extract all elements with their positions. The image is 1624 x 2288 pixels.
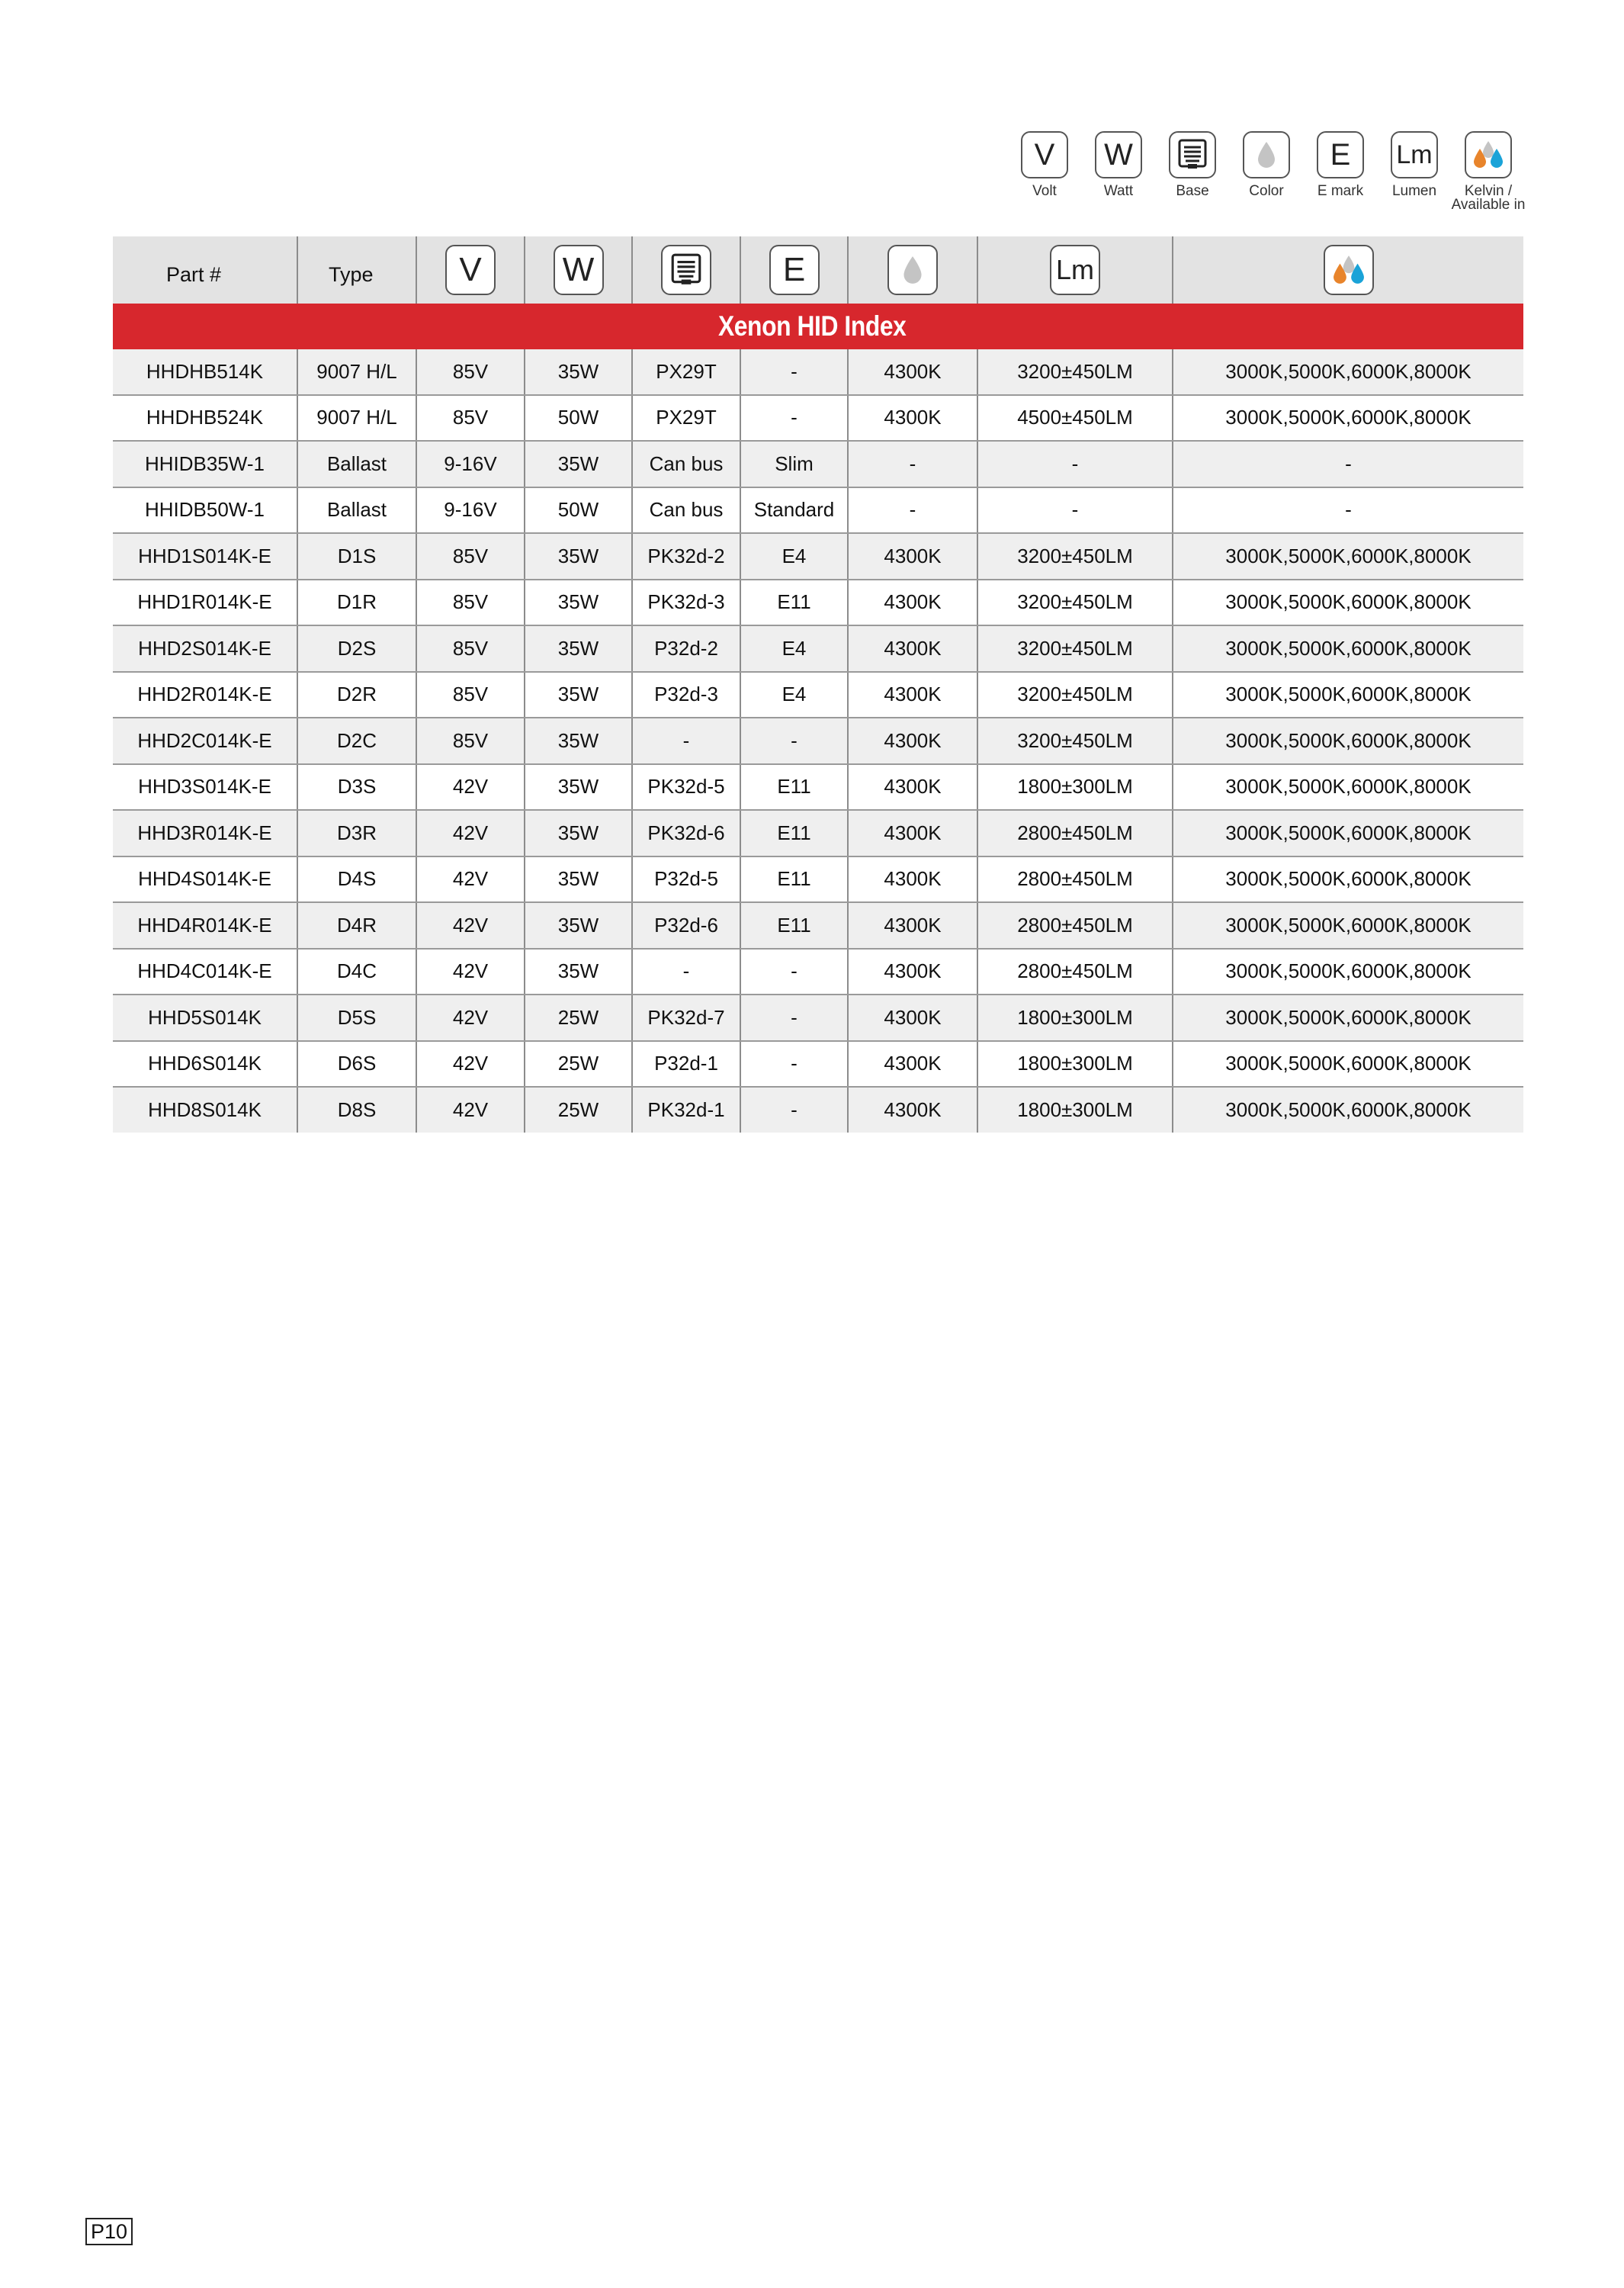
cell-kelvin: 3000K,5000K,6000K,8000K	[1173, 395, 1523, 442]
cell-kelvin: 3000K,5000K,6000K,8000K	[1173, 949, 1523, 995]
page-number: P10	[85, 2218, 133, 2245]
legend-lumen-label: Lumen	[1391, 183, 1437, 199]
legend-kelvin-label-line2: Available in	[1451, 197, 1526, 213]
legend-emark	[1302, 131, 1378, 198]
cell-color: 4300K	[848, 718, 977, 764]
cell-watt: 35W	[525, 856, 632, 903]
header-row	[113, 236, 1523, 304]
table-row	[113, 718, 1523, 764]
cell-color: 4300K	[848, 856, 977, 903]
cell-kelvin: 3000K,5000K,6000K,8000K	[1173, 718, 1523, 764]
cell-color: -	[848, 487, 977, 534]
cell-base: PX29T	[632, 395, 740, 442]
cell-part-number: HHDHB524K	[113, 395, 297, 442]
icon-legend	[1006, 131, 1540, 230]
cell-kelvin: 3000K,5000K,6000K,8000K	[1173, 533, 1523, 580]
cell-watt: 50W	[525, 487, 632, 534]
cell-volt: 42V	[416, 1087, 525, 1133]
cell-lumen: 3200±450LM	[977, 533, 1173, 580]
cell-lumen: 1800±300LM	[977, 1041, 1173, 1088]
cell-lumen: 2800±450LM	[977, 810, 1173, 856]
watt-icon: W	[554, 245, 604, 295]
cell-volt: 85V	[416, 580, 525, 626]
cell-volt: 42V	[416, 810, 525, 856]
cell-lumen: 3200±450LM	[977, 349, 1173, 395]
xenon-hid-table	[113, 236, 1523, 1133]
cell-color: -	[848, 441, 977, 487]
cell-volt: 85V	[416, 349, 525, 395]
cell-type: Ballast	[297, 487, 416, 534]
cell-color: 4300K	[848, 949, 977, 995]
cell-volt: 42V	[416, 856, 525, 903]
header-watt	[525, 236, 632, 304]
cell-lumen: 1800±300LM	[977, 764, 1173, 811]
lumen-icon: Lm	[1050, 245, 1100, 295]
cell-kelvin: 3000K,5000K,6000K,8000K	[1173, 349, 1523, 395]
cell-type: D4S	[297, 856, 416, 903]
cell-base: PK32d-7	[632, 995, 740, 1041]
cell-part-number: HHIDB35W-1	[113, 441, 297, 487]
table-row	[113, 995, 1523, 1041]
cell-volt: 42V	[416, 1041, 525, 1088]
cell-part-number: HHIDB50W-1	[113, 487, 297, 534]
cell-color: 4300K	[848, 1087, 977, 1133]
cell-watt: 35W	[525, 349, 632, 395]
cell-color: 4300K	[848, 995, 977, 1041]
cell-watt: 35W	[525, 533, 632, 580]
cell-part-number: HHD4S014K-E	[113, 856, 297, 903]
cell-emark: -	[740, 1087, 848, 1133]
table-row	[113, 1041, 1523, 1088]
cell-base: -	[632, 949, 740, 995]
cell-type: 9007 H/L	[297, 349, 416, 395]
cell-emark: -	[740, 395, 848, 442]
cell-watt: 35W	[525, 949, 632, 995]
cell-emark: E11	[740, 764, 848, 811]
cell-emark: E11	[740, 810, 848, 856]
cell-part-number: HHD1R014K-E	[113, 580, 297, 626]
cell-base: PK32d-2	[632, 533, 740, 580]
cell-type: D2S	[297, 625, 416, 672]
cell-volt: 85V	[416, 625, 525, 672]
cell-type: D2R	[297, 672, 416, 718]
volt-icon: V	[1021, 131, 1068, 178]
bulb-base-icon	[1169, 131, 1216, 178]
legend-kelvin	[1450, 131, 1526, 212]
legend-color	[1228, 131, 1305, 198]
cell-part-number: HHD2S014K-E	[113, 625, 297, 672]
cell-part-number: HHD8S014K	[113, 1087, 297, 1133]
cell-type: D1S	[297, 533, 416, 580]
table-row	[113, 625, 1523, 672]
cell-volt: 42V	[416, 764, 525, 811]
cell-part-number: HHD2R014K-E	[113, 672, 297, 718]
header-volt	[416, 236, 525, 304]
cell-part-number: HHD6S014K	[113, 1041, 297, 1088]
cell-emark: -	[740, 949, 848, 995]
legend-volt-label: Volt	[1032, 183, 1057, 199]
header-color	[848, 236, 977, 304]
cell-watt: 35W	[525, 625, 632, 672]
table-row	[113, 533, 1523, 580]
section-title-row	[113, 304, 1523, 349]
cell-lumen: 1800±300LM	[977, 995, 1173, 1041]
header-base	[632, 236, 740, 304]
cell-emark: Slim	[740, 441, 848, 487]
cell-watt: 25W	[525, 1087, 632, 1133]
cell-color: 4300K	[848, 1041, 977, 1088]
table-row	[113, 764, 1523, 811]
cell-emark: E4	[740, 533, 848, 580]
cell-part-number: HHD3S014K-E	[113, 764, 297, 811]
volt-icon: V	[445, 245, 496, 295]
legend-watt	[1080, 131, 1157, 198]
cell-volt: 85V	[416, 533, 525, 580]
cell-emark: -	[740, 349, 848, 395]
table-row	[113, 395, 1523, 442]
cell-lumen: 3200±450LM	[977, 580, 1173, 626]
cell-part-number: HHD4C014K-E	[113, 949, 297, 995]
cell-color: 4300K	[848, 533, 977, 580]
cell-kelvin: 3000K,5000K,6000K,8000K	[1173, 1041, 1523, 1088]
cell-watt: 50W	[525, 395, 632, 442]
cell-volt: 42V	[416, 902, 525, 949]
cell-lumen: -	[977, 487, 1173, 534]
table-row	[113, 902, 1523, 949]
cell-watt: 35W	[525, 810, 632, 856]
table-row	[113, 856, 1523, 903]
cell-watt: 25W	[525, 995, 632, 1041]
cell-kelvin: 3000K,5000K,6000K,8000K	[1173, 580, 1523, 626]
watt-icon: W	[1095, 131, 1142, 178]
cell-kelvin: 3000K,5000K,6000K,8000K	[1173, 902, 1523, 949]
cell-color: 4300K	[848, 764, 977, 811]
cell-type: Ballast	[297, 441, 416, 487]
cell-lumen: 2800±450LM	[977, 902, 1173, 949]
cell-part-number: HHD1S014K-E	[113, 533, 297, 580]
cell-volt: 85V	[416, 718, 525, 764]
cell-base: Can bus	[632, 441, 740, 487]
table-row	[113, 349, 1523, 395]
table-row	[113, 810, 1523, 856]
cell-base: P32d-2	[632, 625, 740, 672]
legend-kelvin-label-line1: Kelvin /	[1464, 183, 1513, 199]
cell-type: D4R	[297, 902, 416, 949]
table-row	[113, 949, 1523, 995]
cell-base: P32d-1	[632, 1041, 740, 1088]
bulb-base-icon	[661, 245, 711, 295]
cell-emark: E4	[740, 625, 848, 672]
cell-base: PK32d-1	[632, 1087, 740, 1133]
cell-color: 4300K	[848, 580, 977, 626]
multi-drop-icon	[1465, 131, 1512, 178]
lumen-icon: Lm	[1391, 131, 1438, 178]
cell-watt: 35W	[525, 672, 632, 718]
cell-kelvin: 3000K,5000K,6000K,8000K	[1173, 625, 1523, 672]
legend-base	[1154, 131, 1231, 198]
cell-color: 4300K	[848, 810, 977, 856]
cell-part-number: HHD2C014K-E	[113, 718, 297, 764]
cell-color: 4300K	[848, 625, 977, 672]
cell-watt: 35W	[525, 580, 632, 626]
cell-emark: -	[740, 1041, 848, 1088]
cell-lumen: 2800±450LM	[977, 949, 1173, 995]
cell-lumen: 2800±450LM	[977, 856, 1173, 903]
legend-volt	[1006, 131, 1083, 198]
table-row	[113, 487, 1523, 534]
cell-type: D3R	[297, 810, 416, 856]
cell-base: PK32d-3	[632, 580, 740, 626]
emark-icon: E	[1317, 131, 1364, 178]
cell-emark: E11	[740, 902, 848, 949]
header-part: Part #	[113, 236, 297, 304]
cell-emark: E11	[740, 580, 848, 626]
cell-volt: 9-16V	[416, 487, 525, 534]
cell-base: P32d-3	[632, 672, 740, 718]
cell-lumen: 3200±450LM	[977, 718, 1173, 764]
cell-type: D4C	[297, 949, 416, 995]
cell-part-number: HHDHB514K	[113, 349, 297, 395]
legend-kelvin-label	[1450, 185, 1526, 212]
cell-color: 4300K	[848, 672, 977, 718]
cell-base: PK32d-6	[632, 810, 740, 856]
cell-volt: 42V	[416, 949, 525, 995]
cell-kelvin: 3000K,5000K,6000K,8000K	[1173, 1087, 1523, 1133]
cell-type: D3S	[297, 764, 416, 811]
table-row	[113, 672, 1523, 718]
section-title: Xenon HID Index	[113, 304, 1523, 349]
cell-type: D8S	[297, 1087, 416, 1133]
table-row	[113, 580, 1523, 626]
header-lumen	[977, 236, 1173, 304]
cell-volt: 42V	[416, 995, 525, 1041]
cell-color: 4300K	[848, 902, 977, 949]
table-row	[113, 441, 1523, 487]
cell-watt: 35W	[525, 902, 632, 949]
cell-base: Can bus	[632, 487, 740, 534]
legend-base-label: Base	[1176, 183, 1209, 199]
cell-base: -	[632, 718, 740, 764]
cell-part-number: HHD3R014K-E	[113, 810, 297, 856]
cell-volt: 85V	[416, 395, 525, 442]
cell-watt: 35W	[525, 718, 632, 764]
cell-base: P32d-5	[632, 856, 740, 903]
cell-emark: -	[740, 718, 848, 764]
multi-drop-icon	[1324, 245, 1374, 295]
cell-color: 4300K	[848, 349, 977, 395]
cell-kelvin: 3000K,5000K,6000K,8000K	[1173, 810, 1523, 856]
cell-part-number: HHD5S014K	[113, 995, 297, 1041]
cell-lumen: 4500±450LM	[977, 395, 1173, 442]
header-emark	[740, 236, 848, 304]
cell-watt: 35W	[525, 441, 632, 487]
legend-lumen	[1376, 131, 1452, 198]
header-type: Type	[297, 236, 416, 304]
cell-kelvin: -	[1173, 441, 1523, 487]
drop-icon	[887, 245, 938, 295]
cell-lumen: -	[977, 441, 1173, 487]
cell-type: D5S	[297, 995, 416, 1041]
cell-emark: E4	[740, 672, 848, 718]
legend-watt-label: Watt	[1103, 183, 1134, 199]
cell-type: D1R	[297, 580, 416, 626]
cell-volt: 9-16V	[416, 441, 525, 487]
cell-kelvin: 3000K,5000K,6000K,8000K	[1173, 764, 1523, 811]
cell-kelvin: 3000K,5000K,6000K,8000K	[1173, 672, 1523, 718]
cell-type: 9007 H/L	[297, 395, 416, 442]
cell-watt: 25W	[525, 1041, 632, 1088]
cell-base: PK32d-5	[632, 764, 740, 811]
cell-emark: -	[740, 995, 848, 1041]
cell-emark: E11	[740, 856, 848, 903]
cell-emark: Standard	[740, 487, 848, 534]
cell-kelvin: 3000K,5000K,6000K,8000K	[1173, 995, 1523, 1041]
drop-icon	[1243, 131, 1290, 178]
legend-emark-label: E mark	[1317, 183, 1364, 199]
cell-color: 4300K	[848, 395, 977, 442]
cell-base: P32d-6	[632, 902, 740, 949]
cell-lumen: 3200±450LM	[977, 672, 1173, 718]
table-row	[113, 1087, 1523, 1133]
emark-icon: E	[769, 245, 820, 295]
cell-base: PX29T	[632, 349, 740, 395]
cell-kelvin: -	[1173, 487, 1523, 534]
header-kelvin	[1173, 236, 1523, 304]
cell-lumen: 3200±450LM	[977, 625, 1173, 672]
cell-type: D2C	[297, 718, 416, 764]
legend-color-label: Color	[1249, 183, 1284, 199]
cell-kelvin: 3000K,5000K,6000K,8000K	[1173, 856, 1523, 903]
cell-type: D6S	[297, 1041, 416, 1088]
cell-lumen: 1800±300LM	[977, 1087, 1173, 1133]
cell-volt: 85V	[416, 672, 525, 718]
cell-part-number: HHD4R014K-E	[113, 902, 297, 949]
cell-watt: 35W	[525, 764, 632, 811]
